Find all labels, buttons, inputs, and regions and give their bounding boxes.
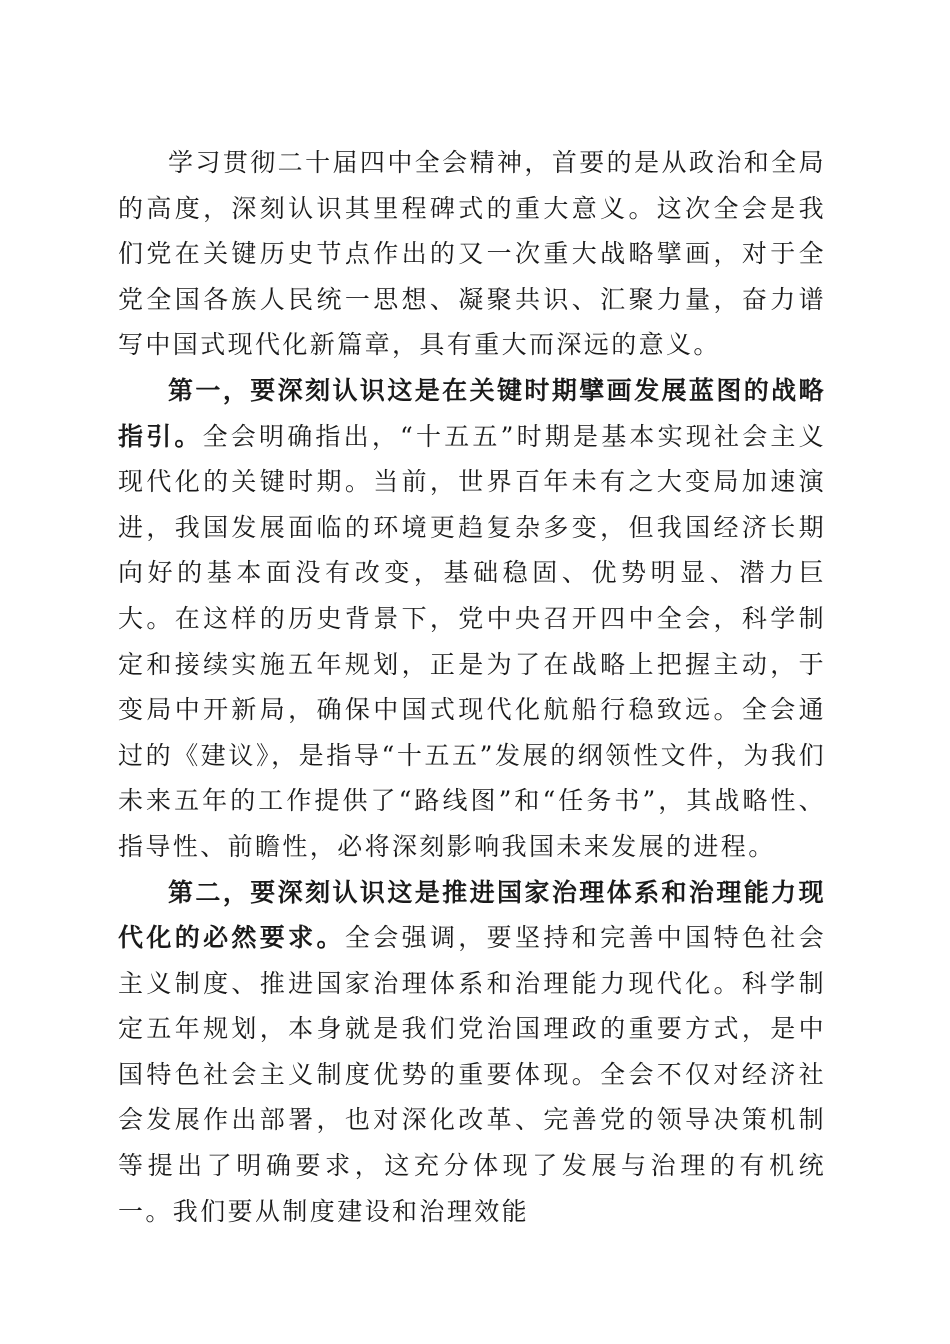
- paragraph-first: [118, 368, 826, 870]
- paragraph-lead: 第一，要深刻认识这是在关键时期擘画发展蓝图的战略指引。: [118, 375, 826, 451]
- paragraph-text: 学习贯彻二十届四中全会精神，首要的是从政治和全局的高度，深刻认识其里程碑式的重大意义。这次全会是我们党在关键历史节点作出的又一次重大战略擘画，对于全党全国各族人民统一思想、凝聚共识、汇聚力量，奋力谱写中国式现代化新篇章，具有重大而深远的意义。: [118, 148, 826, 360]
- paragraph-text: 全会强调，要坚持和完善中国特色社会主义制度、推进国家治理体系和治理能力现代化。科学制定五年规划，本身就是我们党治国理政的重要方式，是中国特色社会主义制度优势的重要体现。全会不仅对经济社会发展作出部署，也对深化改革、完善党的领导决策机制等提出了明确要求，这充分体现了发展与治理的有机统一。我们要从制度建设和治理效能: [118, 923, 826, 1226]
- paragraph-lead: 第二，要深刻认识这是推进国家治理体系和治理能力现代化的必然要求。: [118, 877, 826, 953]
- document-body: [118, 140, 826, 1234]
- paragraph-intro: [118, 140, 826, 368]
- paragraph-second: [118, 870, 826, 1235]
- paragraph-text: 全会明确指出，“十五五”时期是基本实现社会主义现代化的关键时期。当前，世界百年未有之大变局加速演进，我国发展面临的环境更趋复杂多变，但我国经济长期向好的基本面没有改变，基础稳固、优势明显、潜力巨大。在这样的历史背景下，党中央召开四中全会，科学制定和接续实施五年规划，正是为了在战略上把握主动，于变局中开新局，确保中国式现代化航船行稳致远。全会通过的《建议》，是指导“十五五”发展的纲领性文件，为我们未来五年的工作提供了“路线图”和“任务书”，其战略性、指导性、前瞻性，必将深刻影响我国未来发展的进程。: [118, 421, 827, 861]
